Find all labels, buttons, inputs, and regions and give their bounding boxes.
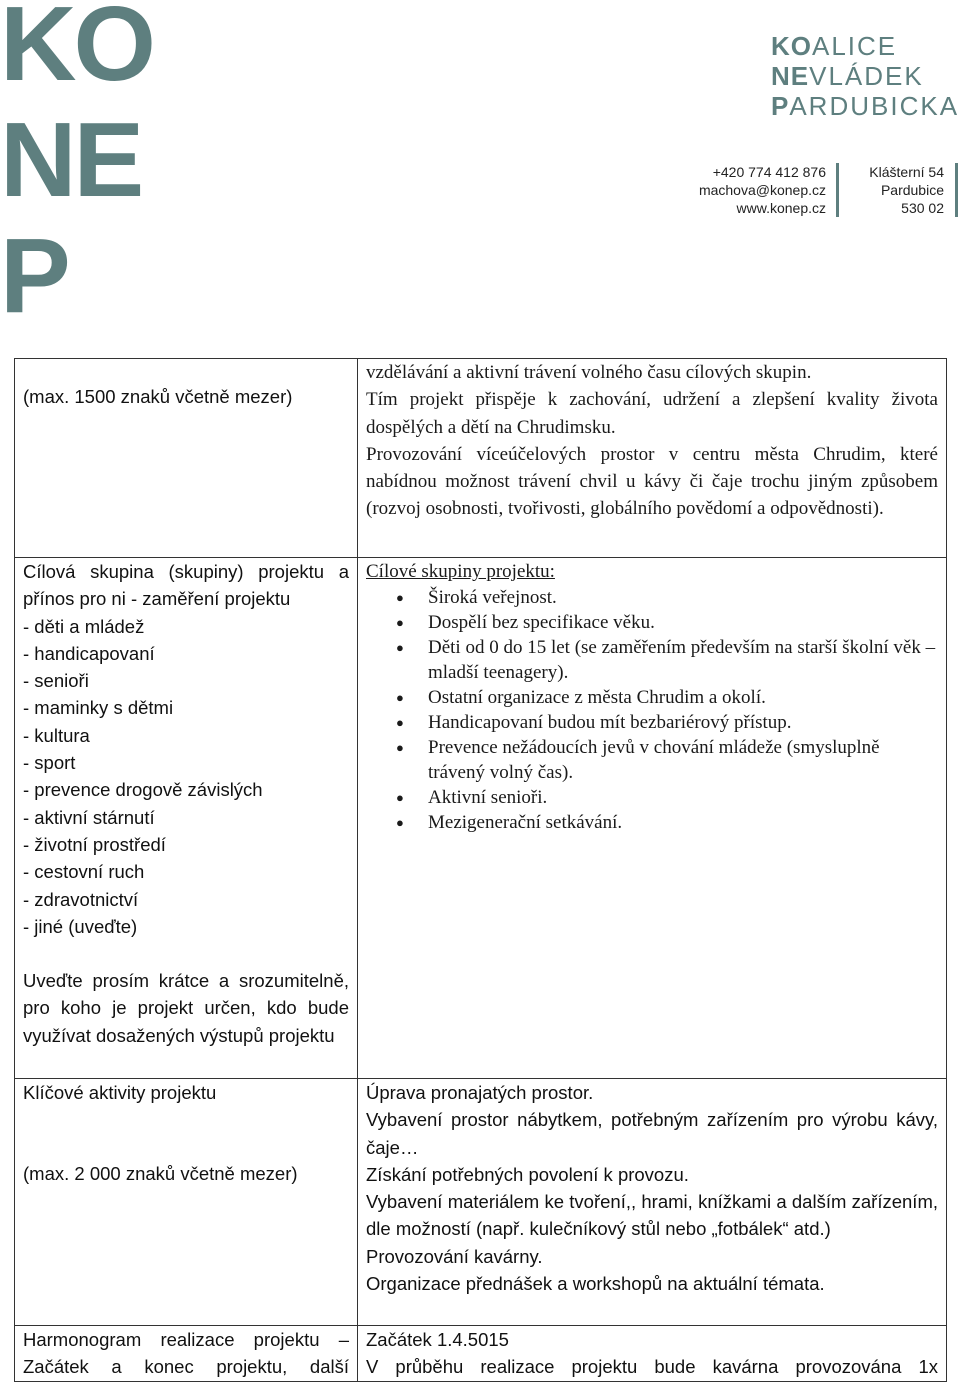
spacer	[23, 940, 349, 967]
content-cell	[358, 1326, 947, 1382]
list-item: ● Ostatní organizace z města Chrudim a okolí.	[428, 685, 938, 710]
list-item: - prevence drogově závislých	[23, 779, 263, 801]
spacer	[23, 1106, 349, 1160]
list-item: - zdravotnictví	[23, 888, 139, 910]
table-row	[15, 1326, 947, 1382]
address-block	[850, 163, 944, 217]
field-title: Cílová skupina (skupiny) projektu a přínos pro ni - zaměření projektu	[23, 561, 349, 610]
field-title: Klíčové aktivity projektu	[23, 1082, 217, 1103]
list-item: - životní prostředí	[23, 833, 166, 855]
phone: +420 774 412 876	[712, 164, 826, 180]
brand-rest: ARDUBICKA	[789, 91, 960, 121]
list-item: ● Děti od 0 do 15 let (se zaměřením především na starší školní věk – mladší teenagery).	[428, 635, 938, 685]
label-cell	[15, 558, 358, 1079]
list-item: - senioři	[23, 670, 89, 692]
brand-line-1	[771, 31, 959, 61]
content-cell	[358, 1079, 947, 1326]
target-group-list	[366, 585, 938, 835]
list-item: - handicapovaní	[23, 642, 155, 664]
label-cell	[15, 359, 358, 558]
list-item: - kultura	[23, 724, 90, 746]
content-cell	[358, 558, 947, 1079]
paragraph: Provozování kavárny.	[366, 1245, 543, 1267]
project-form-table	[14, 358, 947, 1382]
paragraph: Organizace přednášek a workshopů na aktuální témata.	[366, 1273, 825, 1295]
paragraph: Tím projekt přispěje k zachování, udržení a zlepšení kvality života dospělých a dětí na Chrudimsku.	[366, 389, 938, 438]
brand-line-2	[771, 61, 959, 91]
char-limit-note: (max. 1500 znaků včetně mezer)	[23, 386, 293, 407]
brand-bold: KO	[771, 31, 812, 61]
logo-line: NE	[0, 101, 142, 219]
divider	[955, 163, 958, 217]
paragraph: Získání potřebných povolení k provozu.	[366, 1163, 689, 1185]
paragraph: Úprava pronajatých prostor.	[366, 1082, 594, 1103]
zip: 530 02	[901, 200, 944, 216]
field-title: Harmonogram realizace projektu –	[23, 1329, 349, 1350]
list-item: - aktivní stárnutí	[23, 806, 155, 828]
logo-line: P	[0, 217, 68, 335]
table-row	[15, 359, 947, 558]
brand-name	[771, 31, 959, 121]
list-item: ● Prevence nežádoucích jevů v chování mládeže (smysluplně trávený volný čas).	[428, 735, 938, 785]
list-item: ● Handicapovaní budou mít bezbariérový přístup.	[428, 710, 938, 735]
street: Klášterní 54	[869, 164, 944, 180]
field-note: Uveďte prosím krátce a srozumitelně, pro koho je projekt určen, kdo bude využívat dosažených výstupů projektu	[23, 970, 349, 1046]
list-item: - cestovní ruch	[23, 861, 145, 883]
paragraph: Provozování víceúčelových prostor v centru města Chrudim, které nabídnou možnost trávení chvil u kávy či čaje trochu jiným způsobem (rozvoj osobnosti, tvořivosti, globálního povědomí a odpovědnosti).	[366, 443, 938, 520]
char-limit-note: (max. 2 000 znaků včetně mezer)	[23, 1163, 298, 1185]
brand-rest: VLÁDEK	[809, 61, 924, 91]
field-note: Začátek a konec projektu, další	[23, 1356, 349, 1378]
paragraph: Vybavení prostor nábytkem, potřebným zařízením pro výrobu kávy, čaje…	[366, 1109, 938, 1158]
city: Pardubice	[880, 182, 944, 198]
list-item: ● Široká veřejnost.	[428, 585, 938, 610]
content-cell	[358, 359, 947, 558]
list-item: - jiné (uveďte)	[23, 915, 138, 937]
konep-logo	[0, 0, 153, 334]
paragraph: V průběhu realizace projektu bude kavárna provozována 1x	[366, 1356, 938, 1378]
logo-line: KO	[0, 0, 153, 103]
list-item: ● Dospělí bez specifikace věku.	[428, 610, 938, 635]
web-link[interactable]: www.konep.cz	[736, 200, 826, 216]
brand-bold: P	[771, 91, 790, 121]
brand-line-3	[771, 91, 959, 121]
brand-bold: NE	[771, 61, 810, 91]
list-item: - sport	[23, 752, 76, 774]
list-item: - děti a mládež	[23, 615, 145, 637]
table-row	[15, 558, 947, 1079]
table-row	[15, 1079, 947, 1326]
contact-block	[660, 163, 826, 217]
section-heading: Cílové skupiny projektu:	[366, 561, 555, 582]
paragraph: Začátek 1.4.5015	[366, 1329, 509, 1350]
divider	[836, 163, 839, 217]
paragraph: vzdělávání a aktivní trávení volného času cílových skupin.	[366, 362, 812, 383]
list-item: ● Aktivní senioři.	[428, 785, 938, 810]
brand-rest: ALICE	[812, 31, 898, 61]
email-link[interactable]: machova@konep.cz	[698, 182, 826, 198]
label-cell	[15, 1079, 358, 1326]
paragraph: Vybavení materiálem ke tvoření,, hrami, knížkami a dalším zařízením, dle možností (např. kulečníkový stůl nebo „fotbálek“ atd.)	[366, 1191, 938, 1240]
list-item: ● Mezigenerační setkávání.	[428, 810, 938, 835]
list-item: - maminky s dětmi	[23, 697, 174, 719]
label-cell	[15, 1326, 358, 1382]
